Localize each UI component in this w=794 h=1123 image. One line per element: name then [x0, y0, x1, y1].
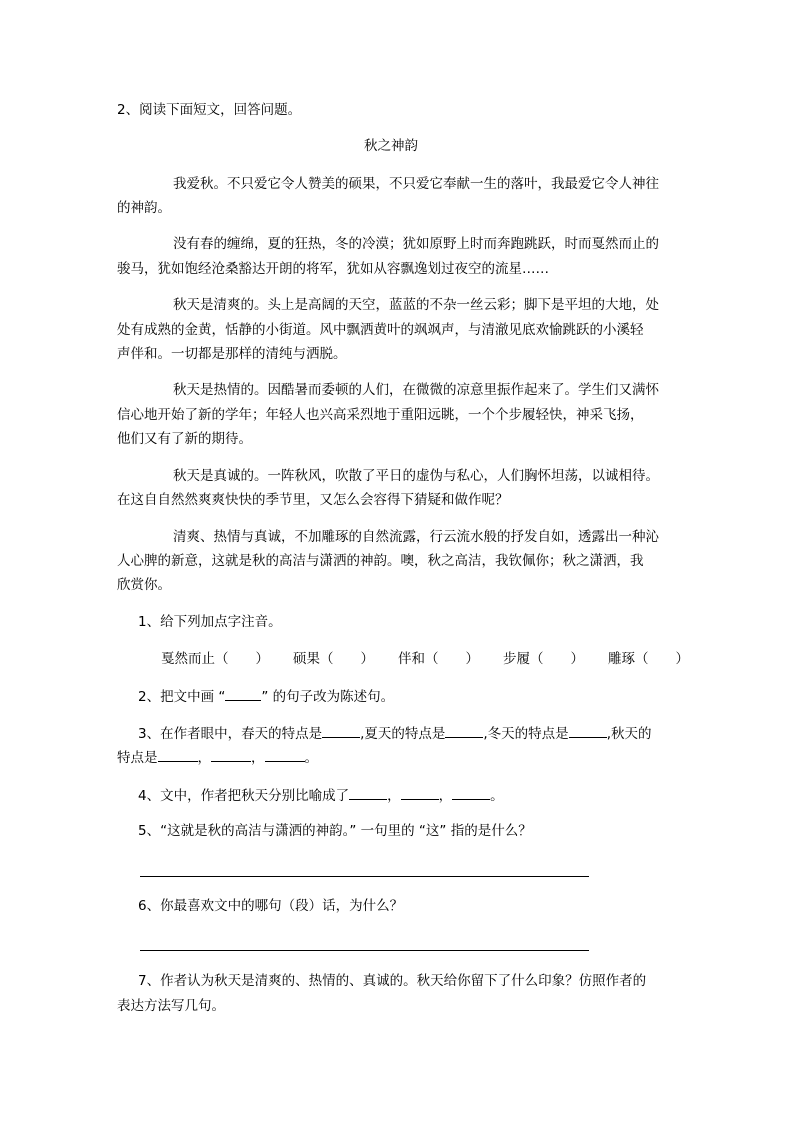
question-6: 6、你最喜欢文中的哪句（段）话，为什么？	[138, 898, 404, 914]
article-paragraph-5-line-1: 秋天是真诚的。一阵秋风，吹散了平日的虚伪与私心，人们胸怀坦荡，以诚相待。	[173, 468, 659, 484]
question-4-text: 4、文中，作者把秋天分别比喻成了	[138, 788, 350, 804]
question-3-text: ,冬天的特点是	[483, 726, 569, 742]
answer-blank-metaphor-2[interactable]	[401, 785, 439, 800]
question-1: 1、给下列加点字注音。	[138, 614, 282, 630]
answer-blank-autumn-2[interactable]	[211, 747, 251, 762]
separator: ，	[438, 788, 453, 804]
article-paragraph-3-line-1: 秋天是清爽的。头上是高阔的天空，蓝蓝的不杂一丝云彩；脚下是平坦的大地，处	[173, 297, 659, 313]
answer-line-q5[interactable]	[140, 876, 589, 877]
separator: ，	[197, 750, 211, 766]
article-title: 秋之神韵	[364, 138, 418, 154]
answer-blank-metaphor-1[interactable]	[349, 785, 387, 800]
answer-blank-metaphor-3[interactable]	[452, 785, 490, 800]
article-paragraph-3-line-3: 声伴和。一切都是那样的清纯与洒脱。	[117, 346, 347, 362]
answer-blank-autumn-1[interactable]	[158, 747, 198, 762]
pinyin-item: 伴和（ ）	[398, 651, 479, 667]
answer-blank-winter[interactable]	[569, 723, 607, 738]
question-4	[138, 785, 504, 806]
answer-blank-summer[interactable]	[445, 723, 483, 738]
question-2-text-before: 2、把文中画 “	[138, 689, 226, 705]
answer-blank[interactable]	[225, 686, 261, 701]
question-3-text: 特点是	[117, 750, 158, 766]
pinyin-items	[161, 649, 689, 669]
article-paragraph-4-line-1: 秋天是热情的。因酷暑而委顿的人们，在微微的凉意里振作起来了。学生们又满怀	[173, 382, 659, 398]
question-7-line-2: 表达方法写几句。	[117, 998, 225, 1014]
question-3-line-2	[117, 747, 318, 768]
separator: ，	[387, 788, 401, 804]
question-3-text: ,夏天的特点是	[360, 726, 446, 742]
pinyin-item: 硕果（ ）	[293, 651, 374, 667]
question-7-line-1: 7、作者认为秋天是清爽的、热情的、真诚的。秋天给你留下了什么印象？仿照作者的	[138, 973, 647, 989]
article-paragraph-6-line-1: 清爽、热情与真诚，不加雕琢的自然流露，行云流水般的抒发自如，透露出一种沁	[173, 529, 659, 545]
answer-blank-autumn-3[interactable]	[265, 747, 305, 762]
pinyin-item: 戛然而止（ ）	[161, 651, 269, 667]
article-paragraph-4-line-3: 他们又有了新的期待。	[117, 431, 252, 447]
question-3-text: 3、在作者眼中，春天的特点是	[138, 726, 323, 742]
pinyin-item: 雕琢（ ）	[608, 651, 689, 667]
article-paragraph-1-line-2: 的神韵。	[117, 200, 171, 216]
article-paragraph-3-line-2: 处有成熟的金黄，恬静的小街道。风中飘洒黄叶的飒飒声，与清澈见底欢愉跳跃的小溪轻	[117, 322, 644, 338]
question-2-text-after: ” 的句子改为陈述句。	[261, 689, 395, 705]
question-header: 2、阅读下面短文，回答问题。	[117, 102, 302, 118]
pinyin-item: 步履（ ）	[503, 651, 584, 667]
article-paragraph-6-line-2: 人心脾的新意，这就是秋的高洁与潇洒的神韵。噢，秋之高洁，我钦佩你；秋之潇洒，我	[117, 553, 644, 569]
article-paragraph-2-line-1: 没有春的缠绵，夏的狂热，冬的冷漠；犹如原野上时而奔跑跳跃，时而戛然而止的	[173, 236, 659, 252]
article-paragraph-1-line-1: 我爱秋。不只爱它令人赞美的硕果，不只爱它奉献一生的落叶，我最爱它令人神往	[173, 176, 659, 192]
article-paragraph-2-line-2: 骏马，犹如饱经沧桑豁达开朗的将军，犹如从容飘逸划过夜空的流星……	[117, 261, 549, 277]
article-paragraph-6-line-3: 欣赏你。	[117, 577, 171, 593]
question-2	[138, 686, 394, 707]
separator: ，	[251, 750, 265, 766]
article-paragraph-4-line-2: 信心地开始了新的学年；年轻人也兴高采烈地于重阳远眺，一个个步履轻快，神采飞扬，	[117, 407, 644, 423]
question-3-line-1	[138, 723, 651, 744]
period: 。	[304, 750, 318, 766]
answer-blank-spring[interactable]	[322, 723, 360, 738]
article-paragraph-5-line-2: 在这自自然然爽爽快快的季节里，又怎么会容得下猜疑和做作呢？	[117, 492, 509, 508]
question-3-text: ,秋天的	[606, 726, 652, 742]
answer-line-q6[interactable]	[140, 950, 589, 951]
period: 。	[490, 788, 504, 804]
question-5: 5、“这就是秋的高洁与潇洒的神韵。” 一句里的 “这” 指的是什么？	[138, 823, 532, 839]
